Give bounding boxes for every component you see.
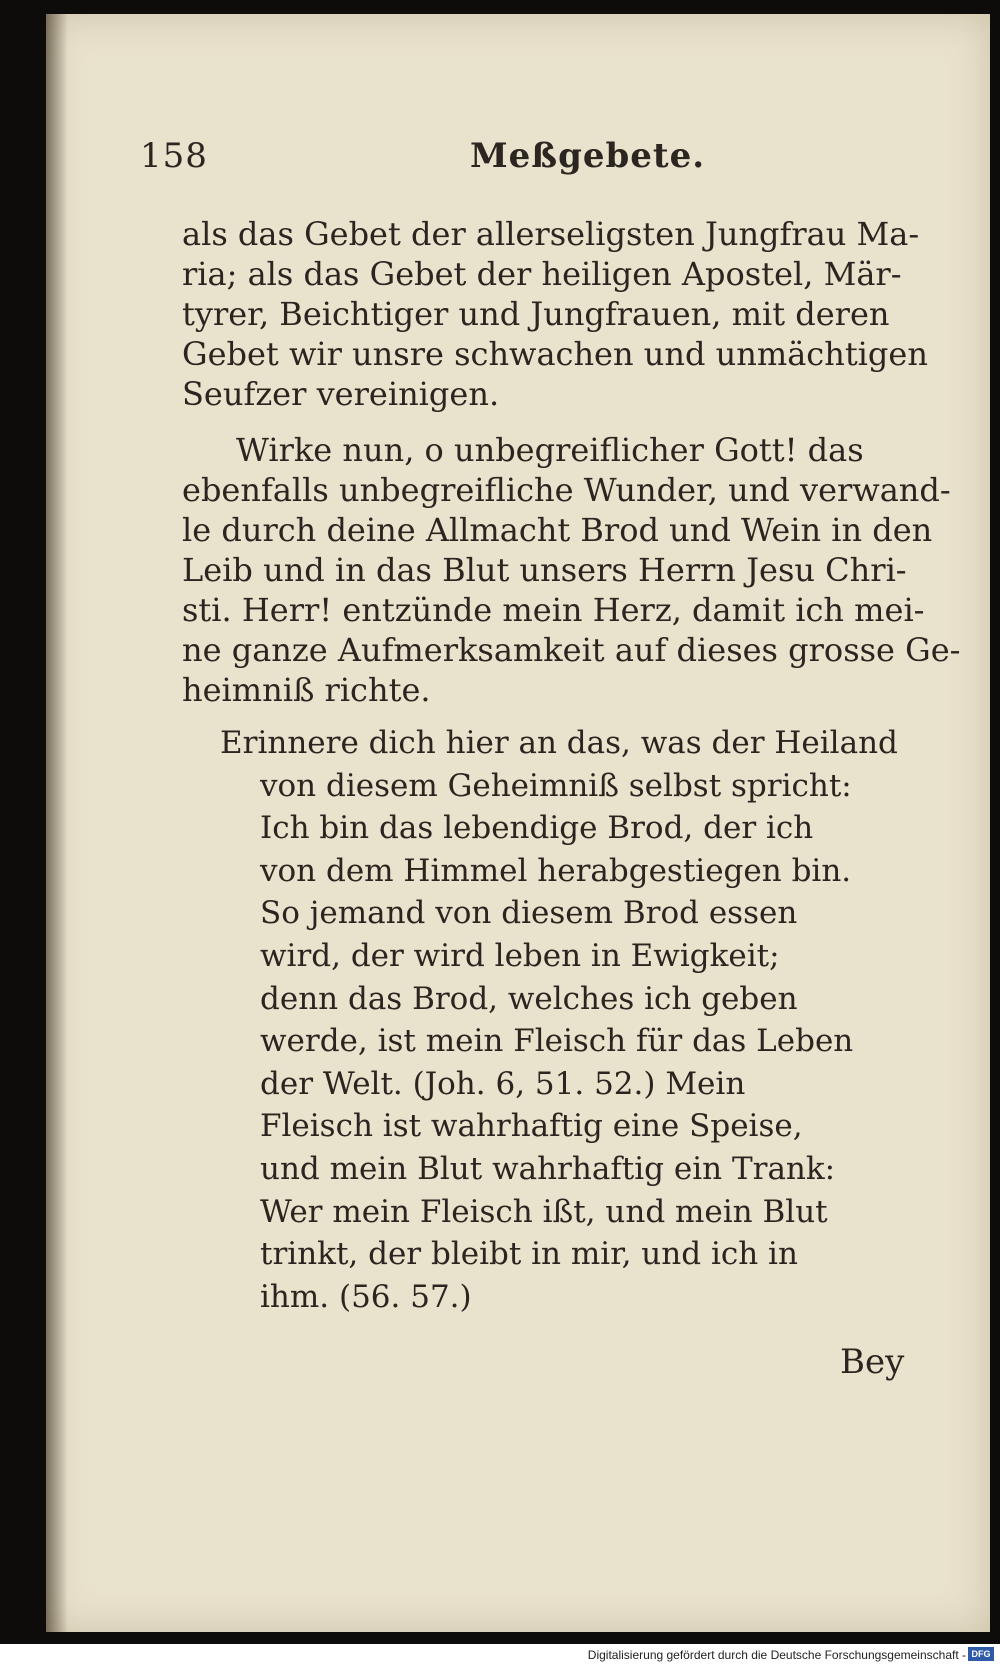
text-line: Ich bin das lebendige Brod, der ich: [260, 810, 814, 847]
dfg-logo: DFG: [968, 1647, 994, 1661]
text-line: ne ganze Aufmerksamkeit auf dieses grosse Ge-: [182, 631, 961, 669]
text-line: werde, ist mein Fleisch für das Leben: [260, 1023, 854, 1060]
text-line: So jemand von diesem Brod essen: [260, 895, 798, 932]
text-line: denn das Brod, welches ich geben: [260, 980, 798, 1017]
digitization-credit: Digitalisierung gefördert durch die Deutsche Forschungsgemeinschaft -: [587, 1648, 966, 1662]
text-line: Wer mein Fleisch ißt, und mein Blut: [260, 1193, 828, 1230]
text-line: Gebet wir unsre schwachen und unmächtigen: [182, 335, 928, 373]
text-line: sti. Herr! entzünde mein Herz, damit ich mei-: [182, 591, 925, 629]
catchword: Bey: [840, 1342, 905, 1382]
text-line: Wirke nun, o unbegreiflicher Gott! das: [236, 431, 864, 469]
text-line: und mein Blut wahrhaftig ein Trank:: [260, 1150, 836, 1187]
paragraph-2: [182, 430, 961, 710]
text-line: der Welt. (Joh. 6, 51. 52.) Mein: [260, 1065, 746, 1102]
page-header: [140, 136, 940, 192]
text-line: heimniß richte.: [182, 671, 431, 709]
text-line: trinkt, der bleibt in mir, und ich in: [260, 1236, 798, 1273]
text-line: ria; als das Gebet der heiligen Apostel, Mär-: [182, 255, 902, 293]
text-line: von dem Himmel herabgestiegen bin.: [260, 852, 852, 889]
text-line: Erinnere dich hier an das, was der Heiland: [220, 725, 898, 761]
text-line: als das Gebet der allerseligsten Jungfrau Ma-: [182, 215, 920, 253]
text-line: wird, der wird leben in Ewigkeit;: [260, 937, 780, 974]
text-line: tyrer, Beichtiger und Jungfrauen, mit deren: [182, 295, 890, 333]
paragraph-3-scripture: [220, 722, 940, 1318]
text-line: Leib und in das Blut unsers Herrn Jesu Chri-: [182, 551, 907, 589]
paragraph-1: [182, 214, 934, 414]
text-line: ebenfalls unbegreifliche Wunder, und verwand-: [182, 471, 951, 509]
page-number: 158: [140, 136, 208, 176]
text-line: ihm. (56. 57.): [260, 1278, 472, 1315]
text-line: Seufzer vereinigen.: [182, 375, 500, 413]
text-line: le durch deine Allmacht Brod und Wein in den: [182, 511, 933, 549]
page-gutter-shadow: [46, 14, 68, 1632]
running-title: Meßgebete.: [470, 136, 706, 176]
text-line: von diesem Geheimniß selbst spricht:: [260, 767, 852, 804]
text-line: Fleisch ist wahrhaftig eine Speise,: [260, 1108, 803, 1145]
